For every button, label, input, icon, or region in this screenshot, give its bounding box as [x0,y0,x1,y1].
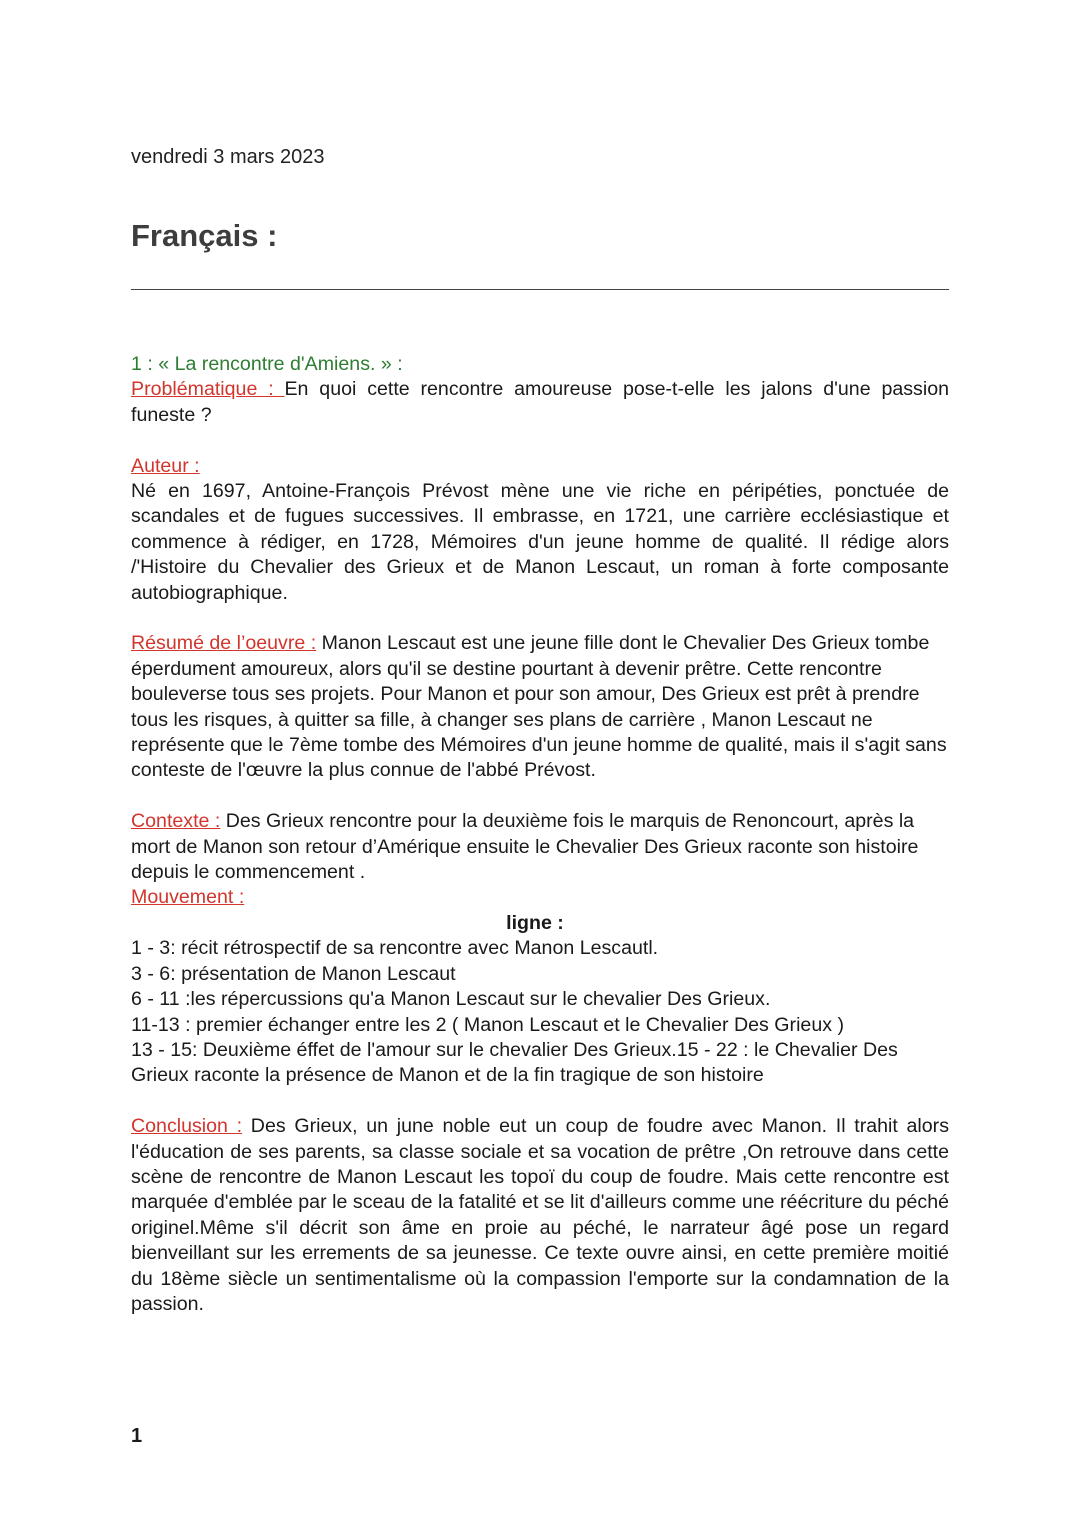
auteur-label-line [131,454,949,479]
problematique-text: En quoi cette rencontre amoureuse pose-t-elle les jalons d'une passion funeste ? [131,378,949,426]
problematique-paragraph [131,377,949,428]
mouvement-line: 13 - 15: Deuxième éffet de l'amour sur le chevalier Des Grieux.15 - 22 : le Chevalier Des Grieux raconte la présence de Manon et de la fin tragique de son histoire [131,1038,898,1087]
mouvement-label-line [131,885,949,910]
title-divider [131,289,949,290]
contexte-paragraph [131,809,949,885]
page-title: Français : [131,218,278,253]
mouvement-line: 1 - 3: récit rétrospectif de sa rencontre avec Manon Lescautl. [131,937,659,960]
mouvement-line: 11-13 : premier échanger entre les 2 ( Manon Lescaut et le Chevalier Des Grieux ) [131,1013,844,1036]
contexte-label: Contexte : [131,810,221,833]
mouvement-label: Mouvement : [131,886,245,909]
resume-label: Résumé de l’oeuvre : [131,632,317,655]
section-heading: 1 : « La rencontre d'Amiens. » : [131,353,403,375]
spacer [131,784,949,809]
spacer [131,1089,949,1114]
spacer [131,428,949,453]
document-date: vendredi 3 mars 2023 [131,146,325,168]
mouvement-line: 3 - 6: présentation de Manon Lescaut [131,962,456,985]
ligne-subheading: ligne : [506,911,564,934]
conclusion-paragraph [131,1114,949,1317]
mouvement-line: 6 - 11 :les répercussions qu'a Manon Lescaut sur le chevalier Des Grieux. [131,988,771,1011]
document-body [131,352,949,1317]
spacer [131,606,949,631]
conclusion-label: Conclusion : [131,1115,243,1138]
contexte-text: Des Grieux rencontre pour la deuxième fois le marquis de Renoncourt, après la mort de Manon son retour d’Amérique ensuite le Chevalier Des Grieux raconte son histoire depuis le commencement . [131,810,919,884]
page-number: 1 [131,1425,143,1447]
resume-text: Manon Lescaut est une jeune fille dont le Chevalier Des Grieux tombe éperdument amoureux, alors qu'il se destine pourtant à devenir prêtre. Cette rencontre bouleverse tous ses projets. Pour Manon et pour son amour, Des Grieux est prêt à prendre tous les risques, à quitter sa fille, à changer ses plans de carrière , Manon Lescaut ne représente que le 7ème tombe des Mémoires d'un jeune homme de qualité, mais il s'agit sans conteste de l'œuvre la plus connue de l'abbé Prévost. [131,632,947,782]
resume-paragraph [131,631,949,783]
auteur-text: Né en 1697, Antoine-François Prévost mène une vie riche en péripéties, ponctuée de scandales et de fugues successives. Il embrasse, en 1721, une carrière ecclésiastique et commence à rédiger, en 1728, Mémoires d'un jeune homme de qualité. Il rédige alors /'Histoire du Chevalier des Grieux et de Manon Lescaut, un roman à forte composante autobiographique. [131,480,949,604]
conclusion-text: Des Grieux, un june noble eut un coup de foudre avec Manon. Il trahit alors l'éducation de ses parents, sa classe sociale et sa vocation de prêtre ,On retrouve dans cette scène de rencontre de Manon Lescaut les topoï du coup de foudre. Mais cette rencontre est marquée d'emblée par le sceau de la fatalité et se lit d'ailleurs comme une réécriture du péché originel.Même s'il décrit son âme en proie au péché, le narrateur âgé pose un regard bienveillant sur les errements de sa jeunesse. Ce texte ouvre ainsi, en cette première moitié du 18ème siècle un sentimentalisme où la compassion l'emporte sur la condamnation de la passion. [131,1115,949,1315]
problematique-label: Problématique : [131,378,285,401]
auteur-label: Auteur : [131,454,200,477]
